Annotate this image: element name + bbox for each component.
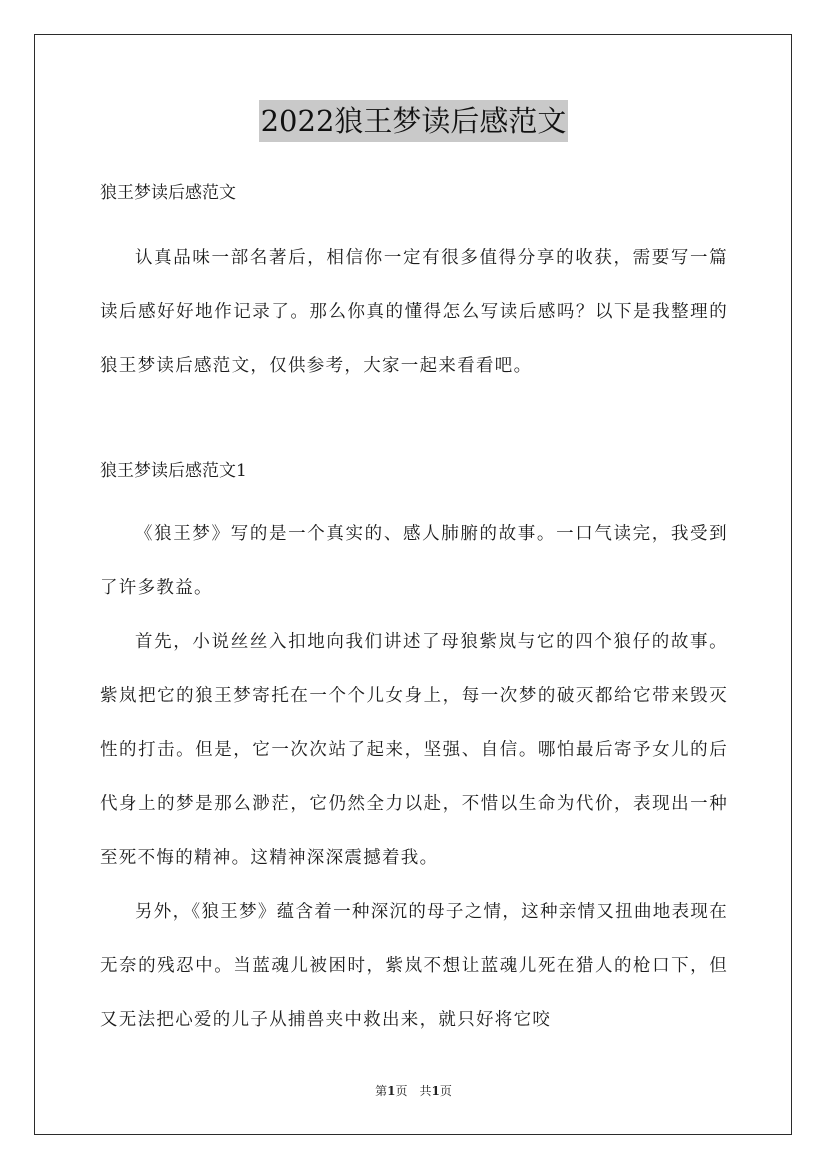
page-total-number: 1 xyxy=(431,1084,440,1098)
section1-paragraph-1: 《狼王梦》写的是一个真实的、感人肺腑的故事。一口气读完，我受到了许多教益。 xyxy=(100,524,728,598)
title-wrap xyxy=(0,100,827,142)
section1-paragraph-3: 另外，《狼王梦》蕴含着一种深沉的母子之情，这种亲情又扭曲地表现在无奈的残忍中。当蓝魂儿被困时，紫岚不想让蓝魂儿死在猎人的枪口下，但又无法把心爱的儿子从捕兽夹中救出来，就只好将它咬 xyxy=(100,902,728,1030)
page-footer xyxy=(0,1082,827,1099)
intro-paragraph: 认真品味一部名著后，相信你一定有很多值得分享的收获，需要写一篇读后感好好地作记录了。那么你真的懂得怎么写读后感吗？以下是我整理的狼王梦读后感范文，仅供参考，大家一起来看看吧。 xyxy=(100,248,728,376)
section1-heading: 狼王梦读后感范文1 xyxy=(100,461,247,481)
page-current-number: 1 xyxy=(387,1084,396,1098)
spacer xyxy=(100,393,728,453)
document-body xyxy=(100,175,728,1047)
page-label-mid: 页 共 xyxy=(395,1084,432,1098)
document-title: 2022狼王梦读后感范文 xyxy=(259,100,569,142)
page-label-prefix: 第 xyxy=(375,1084,388,1098)
section1-paragraph-2: 首先，小说丝丝入扣地向我们讲述了母狼紫岚与它的四个狼仔的故事。紫岚把它的狼王梦寄托在一个个儿女身上，每一次梦的破灭都给它带来毁灭性的打击。但是，它一次次站了起来，坚强、自信。哪怕最后寄予女儿的后代身上的梦是那么渺茫，它仍然全力以赴，不惜以生命为代价，表现出一种至死不悔的精神。这精神深深震撼着我。 xyxy=(100,632,728,868)
page-label-suffix: 页 xyxy=(439,1084,452,1098)
intro-heading: 狼王梦读后感范文 xyxy=(100,183,236,203)
